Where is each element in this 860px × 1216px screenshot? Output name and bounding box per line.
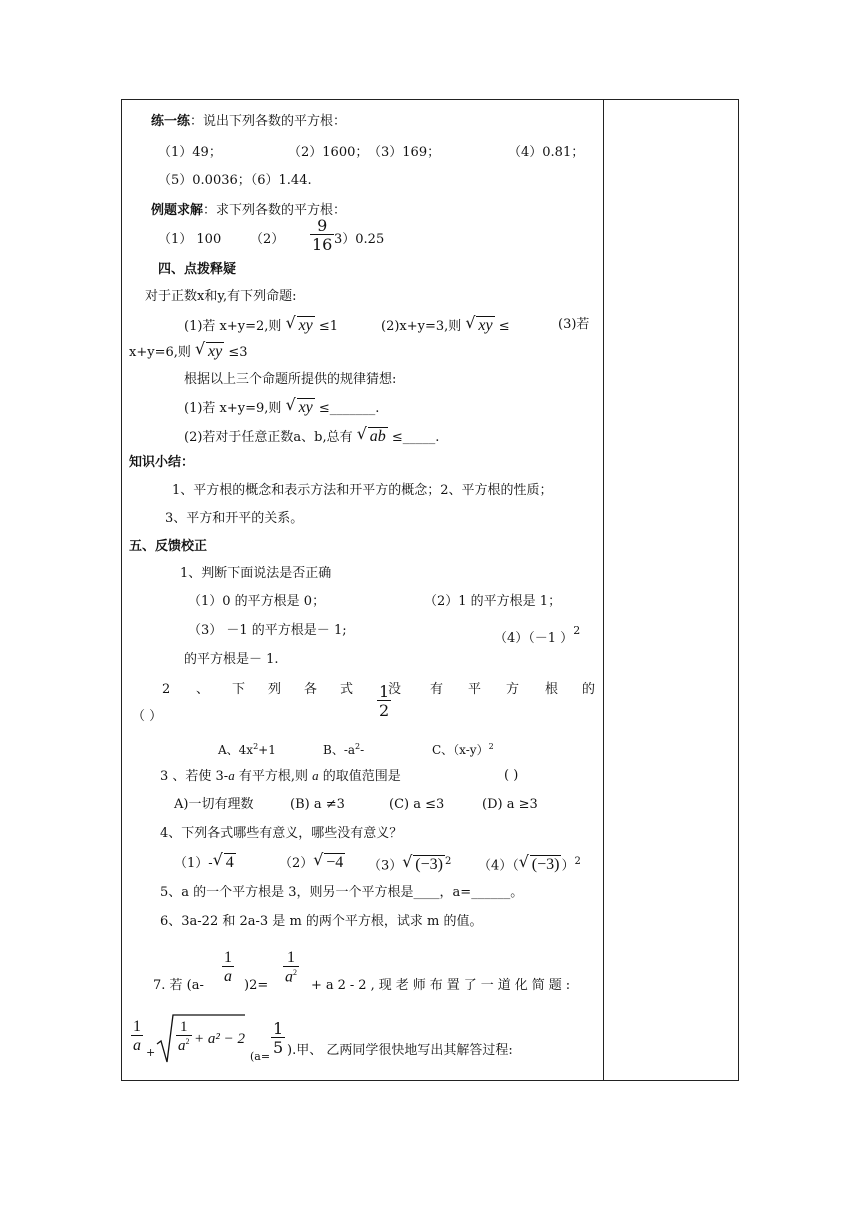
- q7-frac-1: [222, 950, 234, 985]
- q7-d: (a=: [250, 1050, 271, 1063]
- q2-opt-a-text: A、4x: [218, 743, 254, 757]
- guess-q1-end: ≤_______.: [318, 401, 380, 416]
- guess-q1-text: (1)若 x+y=9,则: [184, 401, 282, 416]
- q7-inner-sup: 2: [185, 1037, 190, 1046]
- example-title: 例题求解: [151, 203, 204, 218]
- radicand: ab: [369, 428, 386, 445]
- q4-1-minus: -: [208, 856, 213, 871]
- example-frac-den: 16: [312, 235, 333, 254]
- practice-line: [151, 113, 346, 131]
- q4-item-1: [174, 850, 236, 873]
- q4-4-sup: 2: [574, 856, 581, 867]
- radicand: xy: [208, 343, 223, 360]
- q2-opt-b-text: B、-a: [323, 743, 356, 757]
- q7-a: 7. 若 (a-: [153, 978, 204, 993]
- q7-plus: +: [146, 1046, 156, 1059]
- q7-inner-den: [176, 1035, 192, 1054]
- radicand: xy: [298, 399, 313, 416]
- q2-option-a: [218, 738, 276, 759]
- prop3-text: x+y=6,则: [129, 345, 191, 360]
- sqrt-4: √ 4: [212, 850, 234, 871]
- q2-char: 方: [506, 682, 520, 697]
- q4-3-sup: 2: [444, 856, 452, 867]
- q2-opt-a-sup: 2: [253, 742, 259, 751]
- q2-char: 下: [232, 682, 246, 697]
- q7-frac2-den: [283, 966, 299, 985]
- prop3-start: (3)若: [558, 317, 590, 332]
- q1-b: （2）1 的平方根是 1；: [424, 594, 562, 609]
- q2-opt-b-end: -: [360, 743, 365, 757]
- q2-char: 式: [340, 682, 354, 697]
- table-column-divider: [603, 99, 604, 1081]
- radicand: (−3): [531, 856, 560, 874]
- section4-intro: 对于正数x和y,有下列命题:: [145, 289, 297, 304]
- practice-item-4: （4）0.81；: [508, 145, 585, 160]
- example-frac-num: 9: [317, 216, 328, 235]
- practice-title: 练一练: [151, 114, 191, 129]
- q2-char: 根: [545, 682, 559, 697]
- q4-2-label: （2）: [279, 856, 314, 871]
- q3-opt-a: A)一切有理数: [174, 797, 254, 812]
- q2-char: 2: [162, 682, 171, 697]
- practice-item-3: （3）169；: [368, 145, 441, 160]
- guess-q2-text: (2)若对于任意正数a、b,总有: [184, 430, 353, 445]
- q7-inner-num: 1: [180, 1019, 188, 1035]
- q7-c: +a2-2,现老师布置了一道化简题:: [311, 978, 575, 993]
- q3-text-a: 3 、若使 3-: [160, 769, 229, 784]
- radicand: −4: [326, 854, 344, 871]
- guess-q1: [184, 395, 380, 418]
- q2-opt-a-end: +1: [258, 743, 276, 757]
- q1-title: 1、判断下面说法是否正确: [180, 566, 332, 581]
- q7-frac1-den: a: [224, 968, 232, 985]
- q4-item-2: [279, 850, 345, 873]
- q7-frac1-num: 1: [224, 949, 232, 966]
- q4-3-label: （3）: [368, 858, 403, 874]
- example-item-1: （1） 100: [158, 232, 222, 247]
- q2-option-b: [323, 738, 364, 759]
- q7-frac-3: [131, 1019, 143, 1054]
- q7-rad-tail: + a² − 2: [194, 1031, 245, 1047]
- practice-item-2: （2）1600；: [288, 145, 369, 160]
- q7-frac2-num: 1: [287, 949, 295, 966]
- q7-frac-2: [283, 950, 299, 985]
- q3-opt-b: (B) a ≠3: [290, 797, 345, 812]
- practice-row-2: （5）0.0036；（6）1.44.: [158, 173, 312, 188]
- q2-char: 、: [196, 682, 210, 697]
- prop1-end: ≤1: [318, 319, 339, 334]
- q7-inner-den-var: a: [178, 1038, 186, 1054]
- radicand: xy: [298, 317, 313, 334]
- example-item-3: 3）0.25: [334, 232, 385, 247]
- prop2-end: ≤: [498, 319, 510, 334]
- q1-e: 的平方根是－ 1.: [184, 652, 279, 667]
- q7-big-sqrt: [156, 1012, 246, 1064]
- q5: 5、a 的一个平方根是 3，则另一个平方根是____，a=______。: [160, 885, 524, 900]
- q1-d-sup: 2: [573, 624, 581, 637]
- q2-frac-num: 1: [379, 682, 390, 701]
- q7-frac2-den-var: a: [285, 968, 293, 986]
- q7-frac3-num: 1: [133, 1018, 141, 1035]
- practice-prompt: ：说出下列各数的平方根：: [190, 114, 347, 129]
- q2-opt-c-text: C、（x-y）: [432, 743, 489, 757]
- q1-a: （1）0 的平方根是 0；: [188, 594, 326, 609]
- q2-paren: （ ）: [132, 709, 163, 724]
- q2-fraction: [377, 684, 391, 719]
- sqrt-xy-2: √ xy: [465, 313, 493, 334]
- q1-d: [494, 622, 580, 648]
- q2-char: 各: [304, 682, 318, 697]
- q3-line: [160, 767, 401, 786]
- q7-frac2-sup: 2: [293, 968, 297, 977]
- q2-frac-den: 2: [379, 701, 390, 720]
- prop2-text: (2)x+y=3,则: [381, 319, 462, 334]
- q7-frac-4: [271, 1021, 285, 1056]
- prop3: [129, 339, 248, 362]
- example-item-2: （2）: [250, 232, 285, 247]
- sqrt-xy-3: √ xy: [195, 339, 223, 360]
- q4-1-label: （1）: [174, 856, 209, 871]
- q7-inner-frac: [176, 1020, 192, 1054]
- q3-var: a: [228, 768, 235, 783]
- section5-heading: 五、反馈校正: [129, 539, 208, 554]
- sqrt-xy-4: √ xy: [285, 395, 313, 416]
- q4-4-label: （4）（: [478, 858, 519, 874]
- prop3-end: ≤3: [228, 345, 248, 360]
- prop1: [184, 313, 339, 336]
- example-prompt: ：求下列各数的平方根：: [203, 203, 347, 218]
- q3-opt-d: (D) a ≥3: [482, 797, 538, 812]
- sqrt-neg3-b: √ (−3): [518, 852, 560, 874]
- q4-title: 4、下列各式哪些有意义，哪些没有意义？: [160, 826, 403, 841]
- radicand: (−3): [415, 856, 443, 874]
- q4-item-3: [368, 853, 451, 875]
- q2-char: 没: [388, 682, 402, 697]
- q7-frac4-num: 1: [273, 1019, 284, 1038]
- q3-text-b: 有平方根,则: [234, 769, 313, 784]
- q3-var-2: a: [312, 768, 319, 783]
- guess-q2-end: ≤_____.: [391, 430, 440, 445]
- q7-frac3-den: a: [133, 1037, 141, 1054]
- q3-paren: ( ): [504, 768, 519, 783]
- section4-heading: 四、点拨释疑: [158, 262, 237, 277]
- guess-q2: [184, 424, 440, 447]
- q3-text-c: 的取值范围是: [318, 769, 401, 784]
- sqrt-xy-1: √ xy: [285, 313, 313, 334]
- q2-char: 平: [468, 682, 482, 697]
- q2-char: 有: [430, 682, 444, 697]
- q7-b: )2=: [244, 978, 269, 993]
- guess-line: 根据以上三个命题所提供的规律猜想:: [184, 372, 397, 387]
- summary-line-2: 3、平方和开平的关系。: [165, 511, 304, 526]
- radicand: xy: [478, 317, 493, 334]
- prop2: [381, 313, 510, 336]
- prop1-text: (1)若 x+y=2,则: [184, 319, 282, 334]
- q2-char: 的: [582, 682, 596, 697]
- radicand: 4: [225, 854, 234, 871]
- q4-4-end: ）: [561, 858, 575, 874]
- q2-opt-b-sup: 2: [355, 742, 361, 751]
- q1-d-text: （4）（－1 ）: [494, 631, 574, 646]
- summary-heading: 知识小结：: [129, 455, 195, 470]
- sqrt-neg3: √ (−3): [402, 852, 443, 874]
- sqrt-neg4: √ −4: [313, 850, 344, 871]
- practice-item-1: （1）49；: [158, 145, 222, 160]
- q4-item-4: [478, 853, 581, 875]
- q6: 6、3a-22 和 2a-3 是 m 的两个平方根，试求 m 的值。: [160, 914, 483, 929]
- q2-char: 列: [268, 682, 282, 697]
- summary-line-1: 1、平方根的概念和表示方法和开平方的概念；2、平方根的性质；: [172, 483, 553, 498]
- q3-opt-c: (C) a ≤3: [389, 797, 445, 812]
- example-fraction: [310, 218, 334, 253]
- q7-frac4-den: 5: [273, 1038, 284, 1057]
- sqrt-ab: √ ab: [356, 424, 386, 445]
- q1-c: （3） －1 的平方根是－ 1;: [188, 623, 347, 638]
- q7-e: ).甲、 乙两同学很快地写出其解答过程:: [287, 1043, 513, 1058]
- q2-option-c: [432, 738, 494, 759]
- q2-opt-c-sup: 2: [488, 742, 494, 751]
